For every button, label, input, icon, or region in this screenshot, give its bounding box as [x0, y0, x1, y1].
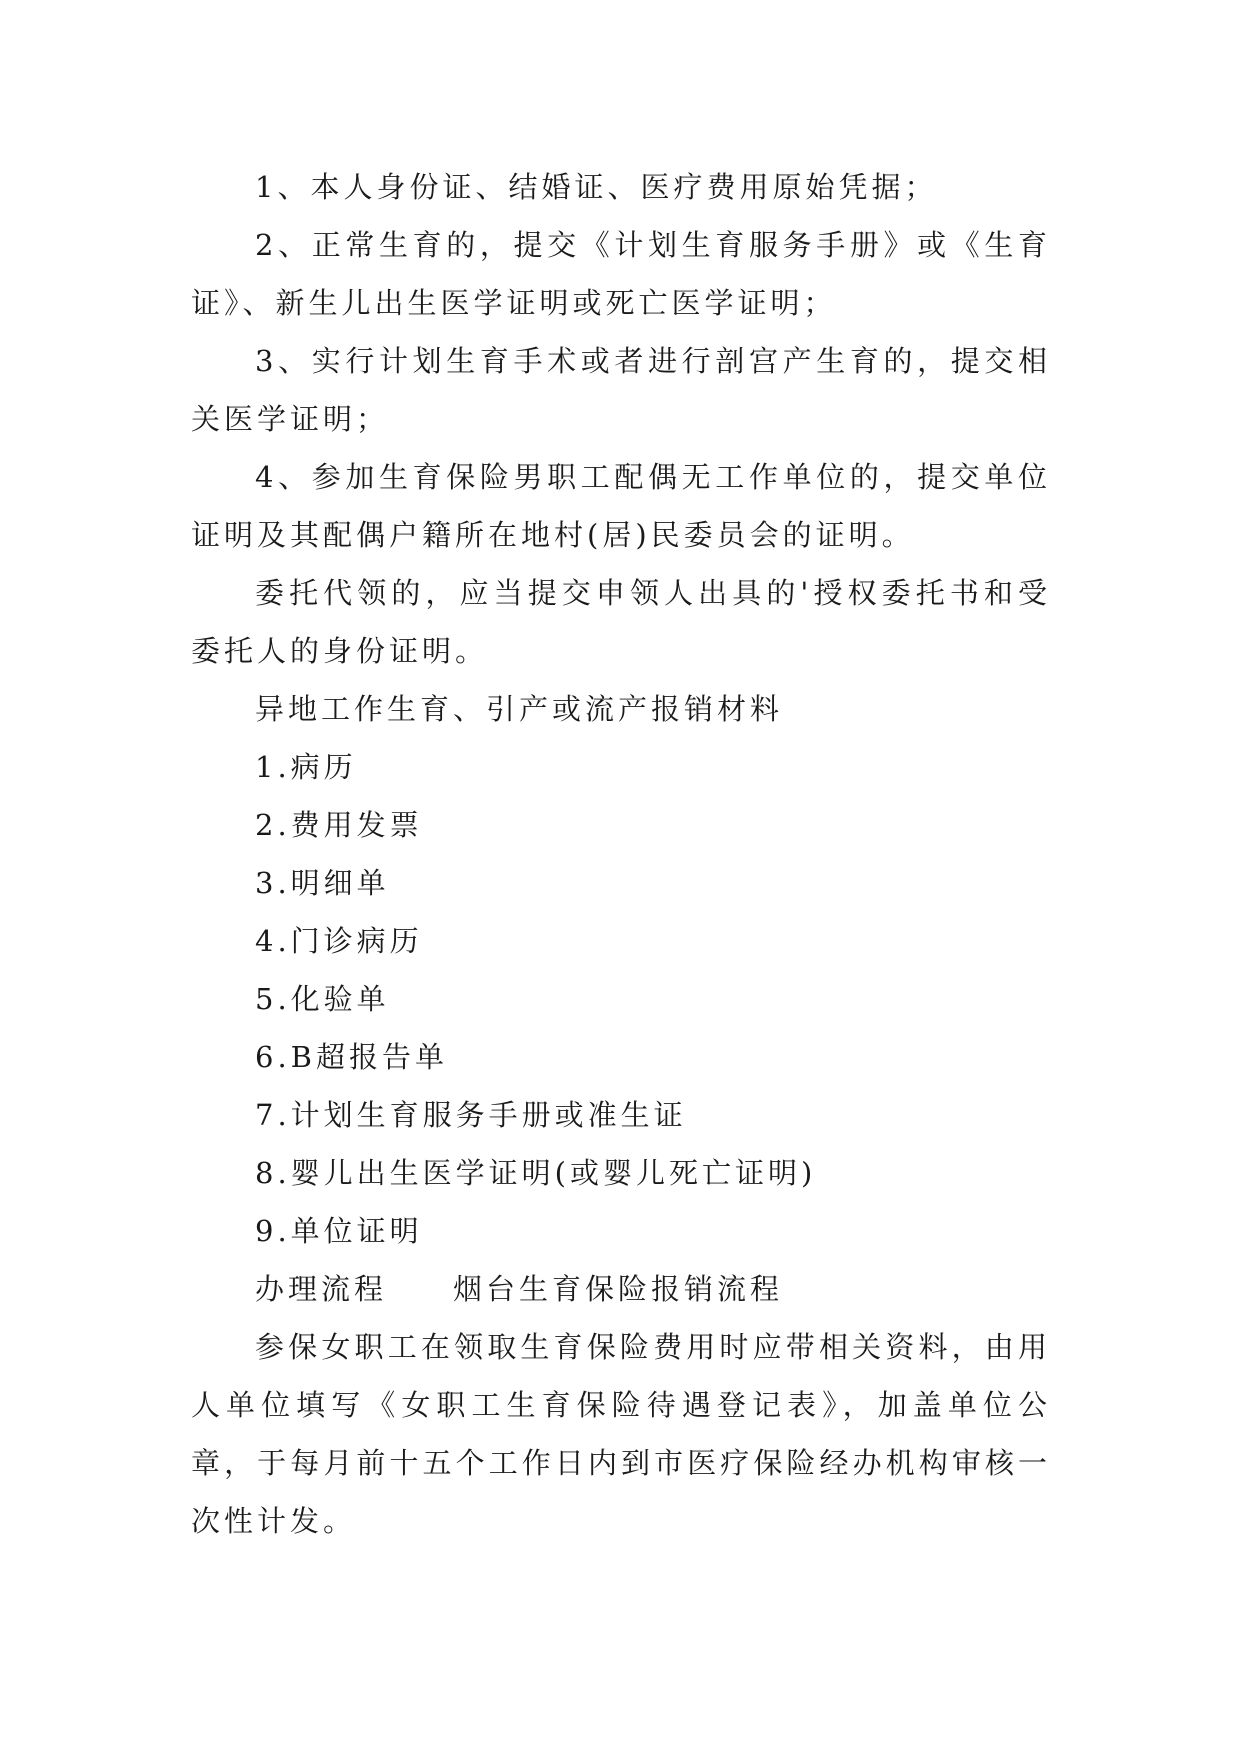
- paragraph-process: 参保女职工在领取生育保险费用时应带相关资料，由用人单位填写《女职工生育保险待遇登记表》，加盖单位公章，于每月前十五个工作日内到市医疗保险经办机构审核一次性计发。: [191, 1330, 1051, 1538]
- paragraph-1: 1、本人身份证、结婚证、医疗费用原始凭据；: [255, 170, 938, 204]
- paragraph-2: 2、正常生育的，提交《计划生育服务手册》或《生育证》、新生儿出生医学证明或死亡医学证明；: [191, 228, 1051, 320]
- list-item: 9.单位证明: [255, 1214, 423, 1248]
- document-body: [191, 158, 1051, 1550]
- list-item: 2.费用发票: [255, 808, 423, 842]
- list-item: 5.化验单: [255, 982, 390, 1016]
- section-heading-process: 办理流程 烟台生育保险报销流程: [255, 1272, 784, 1306]
- list-item: 8.婴儿出生医学证明(或婴儿死亡证明): [255, 1156, 817, 1190]
- paragraph-5: 委托代领的，应当提交申领人出具的'授权委托书和受委托人的身份证明。: [191, 576, 1051, 668]
- list-item: 6.B超报告单: [255, 1040, 448, 1074]
- paragraph-4: 4、参加生育保险男职工配偶无工作单位的，提交单位证明及其配偶户籍所在地村(居)民委员会的证明。: [191, 460, 1051, 552]
- list-item: 1.病历: [255, 750, 357, 784]
- list-item: 3.明细单: [255, 866, 390, 900]
- section-heading-remote-materials: 异地工作生育、引产或流产报销材料: [255, 692, 784, 726]
- list-item: 4.门诊病历: [255, 924, 423, 958]
- paragraph-3: 3、实行计划生育手术或者进行剖宫产生育的，提交相关医学证明；: [191, 344, 1051, 436]
- list-item: 7.计划生育服务手册或准生证: [255, 1098, 687, 1132]
